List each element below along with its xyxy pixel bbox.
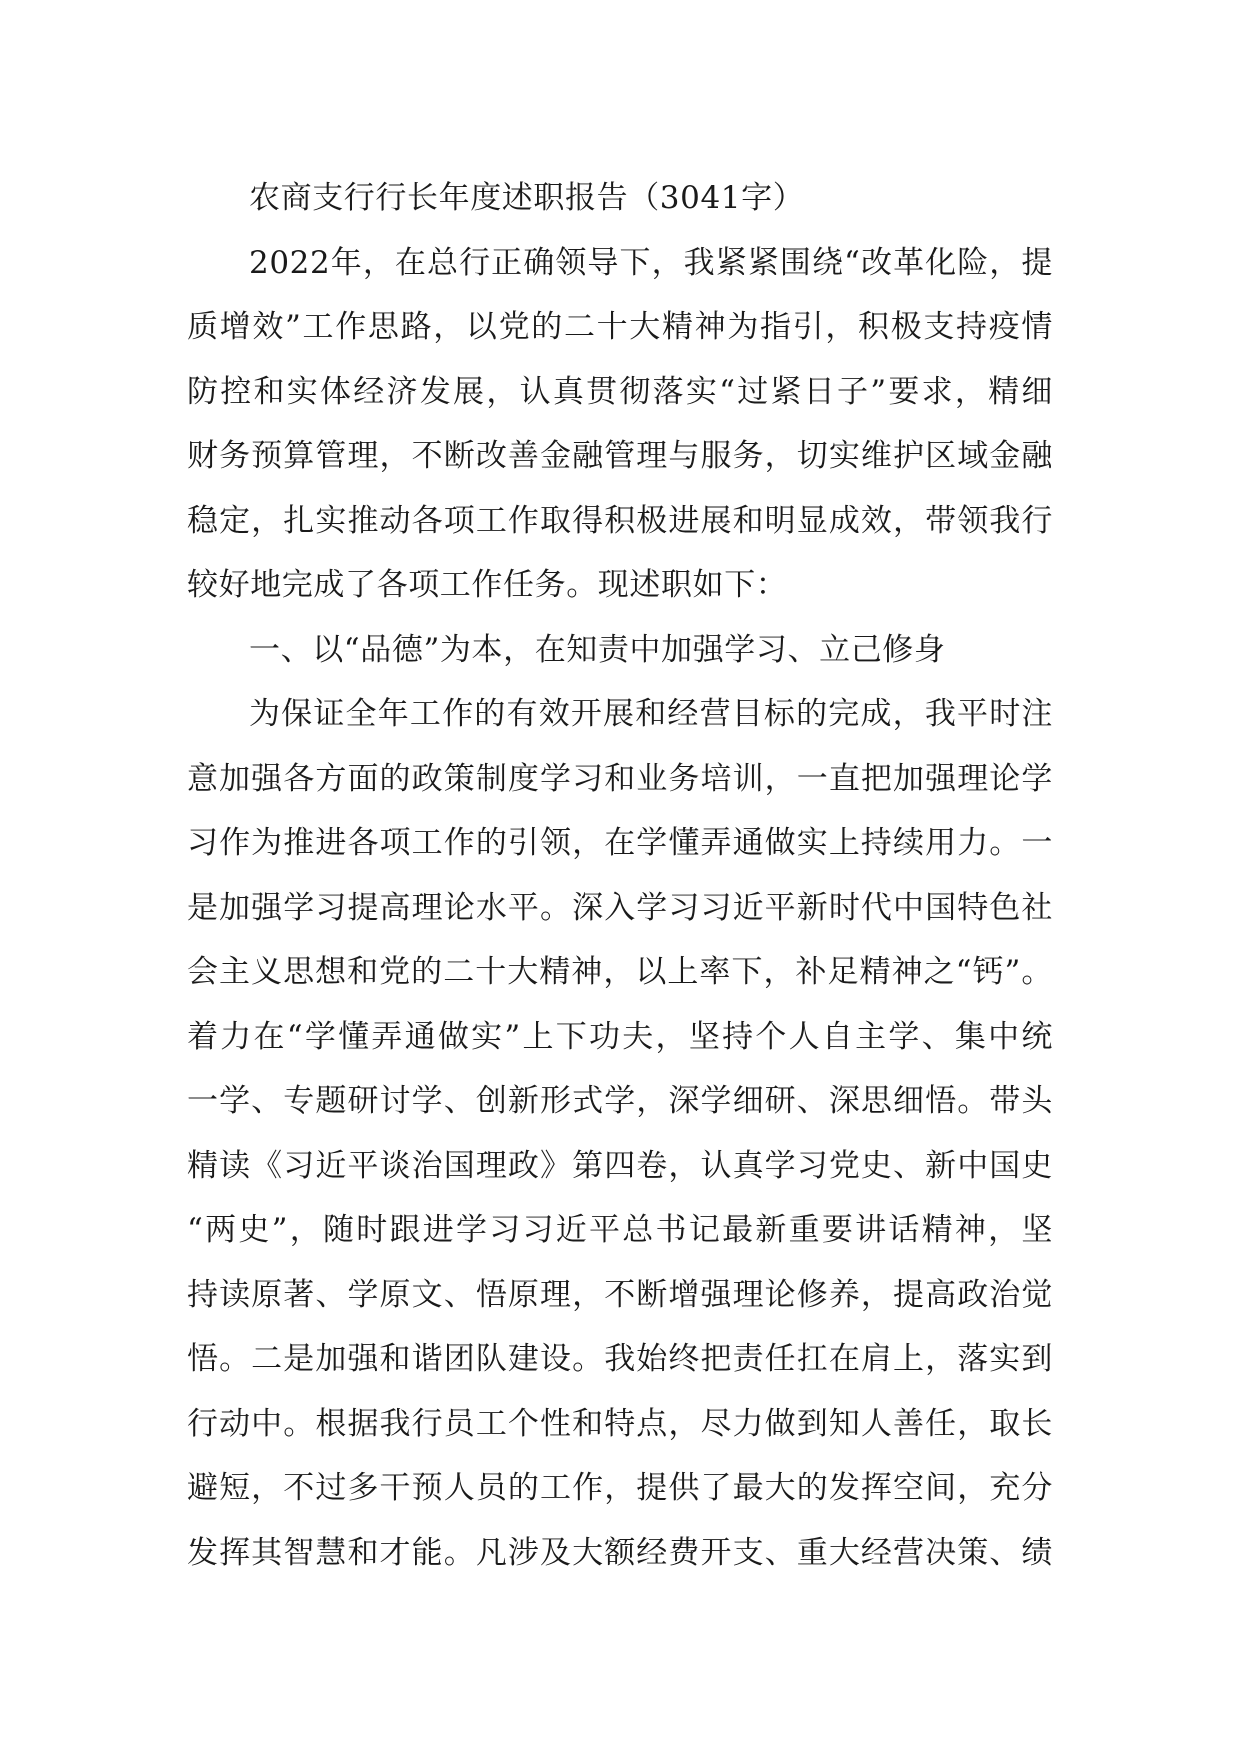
- paragraph-line: 意加强各方面的政策制度学习和业务培训，一直把加强理论学: [187, 760, 1053, 797]
- paragraph-line: 持读原著、学原文、悟原理，不断增强理论修养，提高政治觉: [187, 1276, 1053, 1313]
- paragraph-line: 财务预算管理，不断改善金融管理与服务，切实维护区域金融: [187, 438, 1053, 474]
- paragraph-line: 2022年，在总行正确领导下，我紧紧围绕“改革化险，提: [249, 244, 1053, 281]
- paragraph-line: 习作为推进各项工作的引领，在学懂弄通做实上持续用力。一: [187, 825, 1053, 861]
- paragraph-line: 较好地完成了各项工作任务。现述职如下：: [187, 567, 788, 603]
- paragraph-line: 质增效”工作思路，以党的二十大精神为指引，积极支持疫情: [187, 309, 1053, 345]
- report-body: [187, 166, 1053, 1585]
- paragraph-line: 行动中。根据我行员工个性和特点，尽力做到知人善任，取长: [187, 1405, 1053, 1442]
- section-heading: 一、以“品德”为本，在知责中加强学习、立己修身: [249, 631, 946, 668]
- paragraph-line: “两史”，随时跟进学习习近平总书记最新重要讲话精神，坚: [187, 1212, 1053, 1248]
- report-title: 农商支行行长年度述职报告（3041字）: [249, 180, 805, 216]
- paragraph-line: 发挥其智慧和才能。凡涉及大额经费开支、重大经营决策、绩: [187, 1534, 1053, 1571]
- paragraph-line: 悟。二是加强和谐团队建设。我始终把责任扛在肩上，落实到: [187, 1341, 1053, 1377]
- paragraph-line: 一学、专题研讨学、创新形式学，深学细研、深思细悟。带头: [187, 1083, 1053, 1119]
- paragraph-line: 防控和实体经济发展，认真贯彻落实“过紧日子”要求，精细: [187, 373, 1053, 410]
- paragraph-line: 精读《习近平谈治国理政》第四卷，认真学习党史、新中国史: [187, 1147, 1053, 1184]
- paragraph-line: 稳定，扎实推动各项工作取得积极进展和明显成效，带领我行: [187, 502, 1053, 539]
- paragraph-line: 为保证全年工作的有效开展和经营目标的完成，我平时注: [249, 696, 1053, 732]
- paragraph-line: 着力在“学懂弄通做实”上下功夫，坚持个人自主学、集中统: [187, 1018, 1053, 1055]
- paragraph-line: 是加强学习提高理论水平。深入学习习近平新时代中国特色社: [187, 889, 1053, 926]
- paragraph-line: 避短，不过多干预人员的工作，提供了最大的发挥空间，充分: [187, 1470, 1053, 1506]
- paragraph-line: 会主义思想和党的二十大精神，以上率下，补足精神之“钙”。: [187, 954, 1053, 990]
